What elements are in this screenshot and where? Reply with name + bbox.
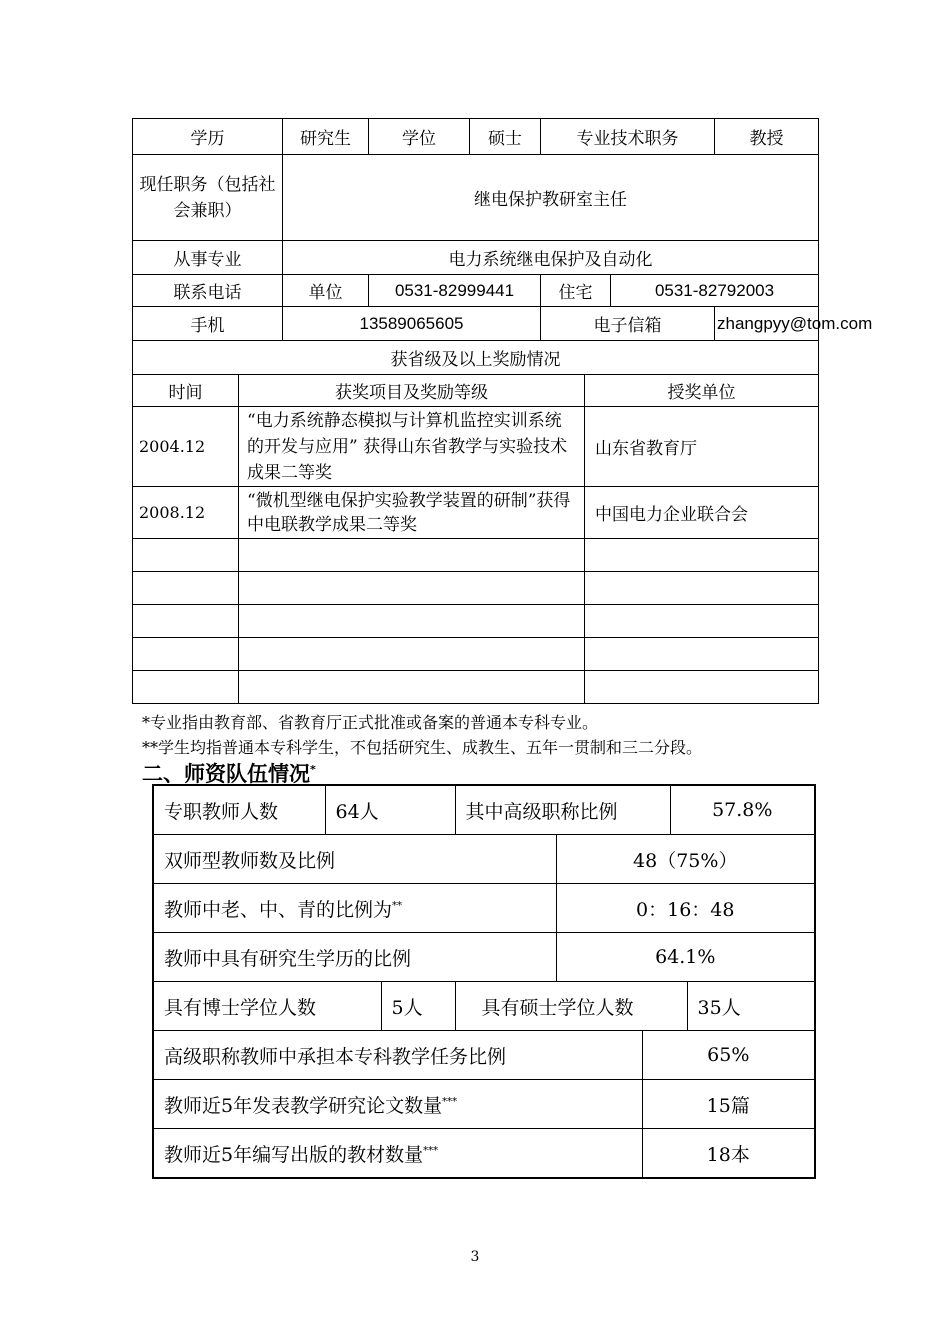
section-heading-text: 二、师资队伍情况 (142, 762, 310, 786)
fulltime-value: 64人 (325, 785, 455, 835)
dual-label: 双师型教师数及比例 (153, 835, 556, 884)
senior-teach-label: 高级职称教师中承担本专科教学任务比例 (153, 1031, 642, 1080)
phd-label: 具有博士学位人数 (153, 982, 381, 1031)
awards-heading: 获省级及以上奖励情况 (133, 341, 819, 375)
master-value: 35人 (687, 982, 815, 1031)
position-value: 继电保护教研室主任 (283, 155, 819, 241)
award-time: 2004.12 (133, 407, 239, 487)
home-phone-label: 住宅 (541, 275, 611, 307)
award-unit: 中国电力企业联合会 (585, 487, 819, 539)
footnote-2: **学生均指普通本专科学生，不包括研究生、成教生、五年一贯制和三二分段。 (142, 738, 703, 757)
senior-ratio-value: 57.8% (670, 785, 815, 835)
grad-label: 教师中具有研究生学历的比例 (153, 933, 556, 982)
home-phone-value: 0531-82792003 (611, 275, 819, 307)
books-value: 18本 (642, 1129, 815, 1179)
empty-row (133, 605, 819, 638)
phone-label: 联系电话 (133, 275, 283, 307)
education-value: 研究生 (283, 119, 369, 155)
education-label: 学历 (133, 119, 283, 155)
awards-col-project: 获奖项目及奖励等级 (239, 375, 585, 407)
empty-row (133, 671, 819, 704)
degree-label: 学位 (369, 119, 470, 155)
table-row (133, 407, 819, 487)
mobile-value: 13589065605 (283, 307, 541, 341)
mobile-label: 手机 (133, 307, 283, 341)
footnote-1: *专业指由教育部、省教育厅正式批准或备案的普通本专科专业。 (142, 713, 599, 732)
major-value: 电力系统继电保护及自动化 (283, 241, 819, 275)
empty-row (133, 572, 819, 605)
position-label: 现任职务（包括社会兼职） (133, 155, 283, 241)
empty-row (133, 539, 819, 572)
award-time: 2008.12 (133, 487, 239, 539)
work-phone-value: 0531-82999441 (369, 275, 541, 307)
senior-teach-value: 65% (642, 1031, 815, 1080)
empty-row (133, 638, 819, 671)
table-row (133, 487, 819, 539)
footnotes (142, 710, 702, 760)
dual-value: 48（75%） (556, 835, 815, 884)
awards-col-time: 时间 (133, 375, 239, 407)
email-value: zhangpyy@tom.com (715, 307, 819, 341)
major-label: 从事专业 (133, 241, 283, 275)
age-value: 0：16：48 (556, 884, 815, 933)
papers-value: 15篇 (642, 1080, 815, 1129)
title-value: 教授 (715, 119, 819, 155)
award-unit: 山东省教育厅 (585, 407, 819, 487)
papers-label: 教师近5年发表教学研究论文数量*** (153, 1080, 642, 1129)
books-label: 教师近5年编写出版的教材数量*** (153, 1129, 642, 1179)
page-number: 3 (470, 1249, 480, 1265)
profile-table (132, 118, 873, 704)
faculty-table (152, 784, 816, 1179)
title-label: 专业技术职务 (541, 119, 715, 155)
award-project: “微机型继电保护实验教学装置的研制”获得中电联教学成果二等奖 (239, 487, 585, 539)
senior-ratio-label: 其中高级职称比例 (455, 785, 670, 835)
work-phone-label: 单位 (283, 275, 369, 307)
phd-value: 5人 (381, 982, 455, 1031)
fulltime-label: 专职教师人数 (153, 785, 325, 835)
age-label: 教师中老、中、青的比例为** (153, 884, 556, 933)
email-label: 电子信箱 (541, 307, 715, 341)
degree-value: 硕士 (470, 119, 541, 155)
master-label: 具有硕士学位人数 (455, 982, 687, 1031)
awards-col-unit: 授奖单位 (585, 375, 819, 407)
section-heading-mark: * (310, 763, 316, 776)
award-project: “电力系统静态模拟与计算机监控实训系统的开发与应用” 获得山东省教学与实验技术成果二等奖 (239, 407, 585, 487)
grad-value: 64.1% (556, 933, 815, 982)
